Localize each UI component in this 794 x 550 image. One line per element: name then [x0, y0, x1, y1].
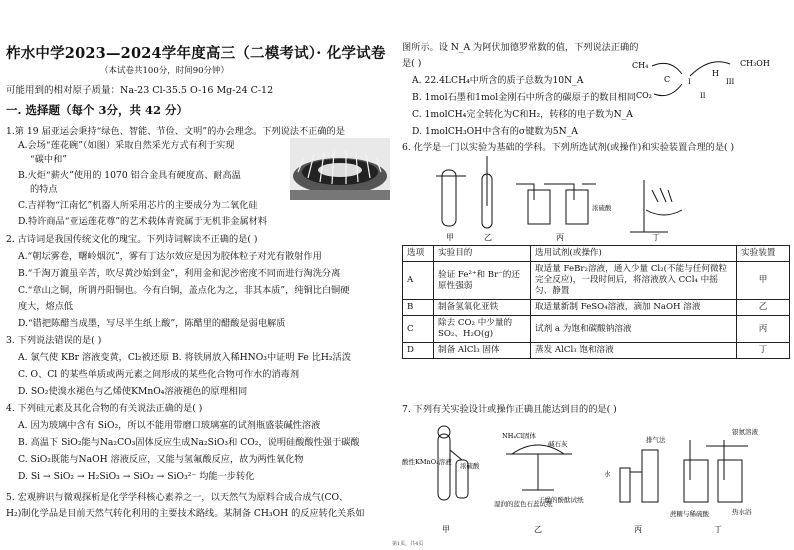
cycle-label: CH₄ — [632, 61, 649, 70]
table-cell: A — [403, 262, 434, 300]
apparatus-label: 甲 — [446, 233, 454, 242]
apparatus-label: 碱石灰 — [548, 440, 568, 448]
svg-text:III: III — [726, 78, 735, 86]
table-cell: 取适量新制 FeSO₄溶液，滴加 NaOH 溶液 — [531, 300, 737, 316]
table-cell: C — [403, 316, 434, 343]
question-line: 7. 下列有关实验设计或操作正确且能达到目的的是( ) — [402, 404, 617, 415]
apparatus-label: 浓硫酸 — [460, 462, 480, 470]
apparatus-label: 丙 — [634, 525, 642, 534]
apparatus-label: 甲 — [442, 525, 450, 534]
table-cell: 制备氢氧化亚铁 — [434, 300, 531, 316]
table-cell: 除去 CO₂ 中少量的 SO₂、H₂O(g) — [434, 316, 531, 343]
page-title: 柞水中学2023—2024学年度高三（二模考试）· 化学试卷 — [6, 45, 386, 62]
question-line: B.火炬“薪火”使用的 1070 铝合金具有硬度高、耐高温 — [18, 170, 241, 181]
table-cell: 制备 AlCl₃ 固体 — [434, 343, 531, 359]
table-header: 选项 — [403, 246, 434, 262]
lotus-bowl-stadium-image — [290, 138, 390, 200]
question-line: H₂)制化学品是目前天然气转化利用的主要技术路线。某制备 CH₃OH 的反应转化关系如 — [6, 508, 365, 519]
cycle-label: H — [712, 69, 719, 78]
table-cell: B — [403, 300, 434, 316]
question-line: C. O、Cl 的某些单质或两元素之间形成的某些化合物可作水的消毒剂 — [18, 369, 300, 380]
table-cell: 蒸发 AlCl₃ 饱和溶液 — [531, 343, 737, 359]
question-line: C. 1molCH₄完全转化为C和H₂，转移的电子数为N_A — [412, 109, 633, 120]
table-cell: D — [403, 343, 434, 359]
apparatus-label: 乙 — [484, 233, 492, 242]
question-line: 度大，熔点低 — [18, 301, 74, 312]
apparatus-label: 丙 — [556, 233, 564, 242]
table-row — [403, 343, 790, 359]
apparatus-label: 酸性KMnO₄溶液 — [402, 458, 452, 466]
question-line: 1.第 19 届亚运会秉持“绿色、智能、节俭、文明”的办会理念。下列说法不正确的是 — [6, 126, 345, 137]
apparatus-label: 热水浴 — [732, 508, 752, 516]
question-line: D. SO₂使溴水褪色与乙烯使KMnO₄溶液褪色的原理相同 — [18, 386, 248, 397]
table-cell: 乙 — [737, 300, 790, 316]
question-line: C.“章山之铜，所谓丹阳铜也。今有白铜，盖点化为之，非其本质”，纯铜比白铜硬 — [18, 285, 350, 296]
cycle-label: CO₂ — [636, 91, 652, 100]
question-line: B.“千淘万漉虽辛苦，吹尽黄沙始到金”，利用金和泥沙密度不同而进行淘洗分离 — [18, 268, 341, 279]
table-cell: 取适量 FeBr₂溶液，通入少量 Cl₂(不能与任何微粒完全反应)，一段时间后，将溶液放入 CCl₄ 中摇匀、静置 — [531, 262, 737, 300]
svg-text:II: II — [700, 92, 706, 100]
question-line: 6. 化学是一门以实验为基础的学科。下列所选试剂(或操作)和实验装置合理的是( ) — [402, 142, 735, 153]
question-line: C. SiO₂既能与NaOH 溶液反应，又能与氢氟酸反应，故为两性氧化物 — [18, 454, 304, 465]
question-line: 4. 下列硅元素及其化合物的有关说法正确的是( ) — [6, 403, 203, 414]
question-line: 是( ) — [402, 58, 422, 69]
question-line: 图所示。设 N_A 为阿伏加德罗常数的值，下列说法正确的 — [402, 42, 639, 53]
table-cell: 丙 — [737, 316, 790, 343]
question-line: A.会场“莲花碗”（如图）采取自然采光方式有利于实现 — [18, 140, 235, 151]
apparatus-label: 排气法 — [646, 436, 666, 444]
q7-apparatus-diagram — [402, 420, 790, 538]
section-heading: 一. 选择题（每个 3分，共 42 分） — [6, 103, 189, 117]
question-line: D. Si → SiO₂ → H₂SiO₃ → SiO₂ → SiO₃²⁻ 均能一步转化 — [18, 471, 255, 482]
question-line: D. 1molCH₃OH中含有的σ键数为5N_A — [412, 126, 578, 137]
question-line: B. 高温下 SiO₂能与Na₂CO₃固体反应生成Na₂SiO₃和 CO₂，说明硅酸酸性强于碳酸 — [18, 437, 360, 448]
table-cell: 甲 — [737, 262, 790, 300]
table-row — [403, 262, 790, 300]
right-column — [400, 0, 794, 550]
question-line: 2. 古诗词是我国传统文化的瑰宝。下列诗词解读不正确的是( ) — [6, 234, 258, 245]
apparatus-label: 浓硫酸 — [592, 204, 612, 212]
exam-subtitle: （本试卷共100分，时间90分钟） — [100, 66, 230, 76]
q6-apparatus-diagram — [416, 150, 696, 242]
table-header: 选用试剂(或操作) — [531, 246, 737, 262]
table-header-row — [403, 246, 790, 262]
question-line: A. 因为玻璃中含有 SiO₂，所以不能用带磨口玻璃塞的试剂瓶盛装碱性溶液 — [18, 420, 321, 431]
apparatus-label: 蔗糖与稀硫酸 — [670, 510, 709, 518]
apparatus-label: 水 — [604, 470, 611, 478]
question-line: 5. 宏观辨识与微观探析是化学学科核心素养之一，以天然气为原料合成合成气(CO、 — [6, 492, 349, 503]
table-header: 实验装置 — [737, 246, 790, 262]
question-line: A.“朝坛雾卷，曙岭烟沉”，雾有丁达尔效应是因为胶体粒子对光有散射作用 — [18, 251, 322, 262]
question-line: D.“错把陈醋当成墨，写尽半生纸上酸”，陈醋里的醋酸是弱电解质 — [18, 318, 286, 329]
question-line: B. 1mol石墨和1mol金刚石中所含的碳原子的数目相同 — [412, 92, 637, 103]
left-column — [0, 0, 394, 550]
apparatus-label: 乙 — [534, 525, 542, 534]
apparatus-label: 湿润的蓝色石蕊试纸 — [494, 500, 553, 508]
atomic-masses: 可能用到的相对原子质量：Na-23 Cl-35.5 O-16 Mg-24 C-12 — [6, 85, 274, 96]
table-cell: 验证 Fe²⁺和 Br⁻的还原性强弱 — [434, 262, 531, 300]
question-line: A. 氯气使 KBr 溶液变黄，Cl₂被还原 B. 将铁屑放入稀HNO₃中证明 Fe 比H₂活泼 — [18, 352, 351, 363]
svg-text:I: I — [688, 78, 691, 86]
table-row — [403, 316, 790, 343]
question-line: A. 22.4LCH₄中所含的质子总数为10N_A — [412, 75, 584, 86]
apparatus-label: 丁 — [652, 233, 660, 242]
q6-options-table — [402, 245, 790, 359]
table-header: 实验目的 — [434, 246, 531, 262]
table-cell: 丁 — [737, 343, 790, 359]
apparatus-label: NH₄Cl固体 — [502, 432, 537, 440]
table-cell: 试剂 a 为饱和碳酸钠溶液 — [531, 316, 737, 343]
apparatus-label: 干燥的酚酞试纸 — [538, 496, 584, 504]
page-footer: 第1页，共4页 — [392, 541, 424, 547]
table-row — [403, 300, 790, 316]
apparatus-label: 丁 — [714, 525, 722, 534]
conversion-cycle-diagram — [630, 54, 790, 104]
cycle-label: CH₃OH — [740, 59, 770, 68]
question-line: 的特点 — [30, 184, 58, 195]
cycle-label: C — [664, 75, 671, 84]
question-line: C.吉祥物“江南忆”机器人所采用芯片的主要成分为二氧化硅 — [18, 200, 258, 211]
question-line: 3. 下列说法错误的是( ) — [6, 335, 102, 346]
question-line: D.特许商品“亚运莲花尊”的艺术载体青瓷属于无机非金属材料 — [18, 216, 268, 227]
apparatus-label: 银氨溶液 — [732, 428, 758, 436]
question-line: “碳中和” — [30, 154, 67, 165]
